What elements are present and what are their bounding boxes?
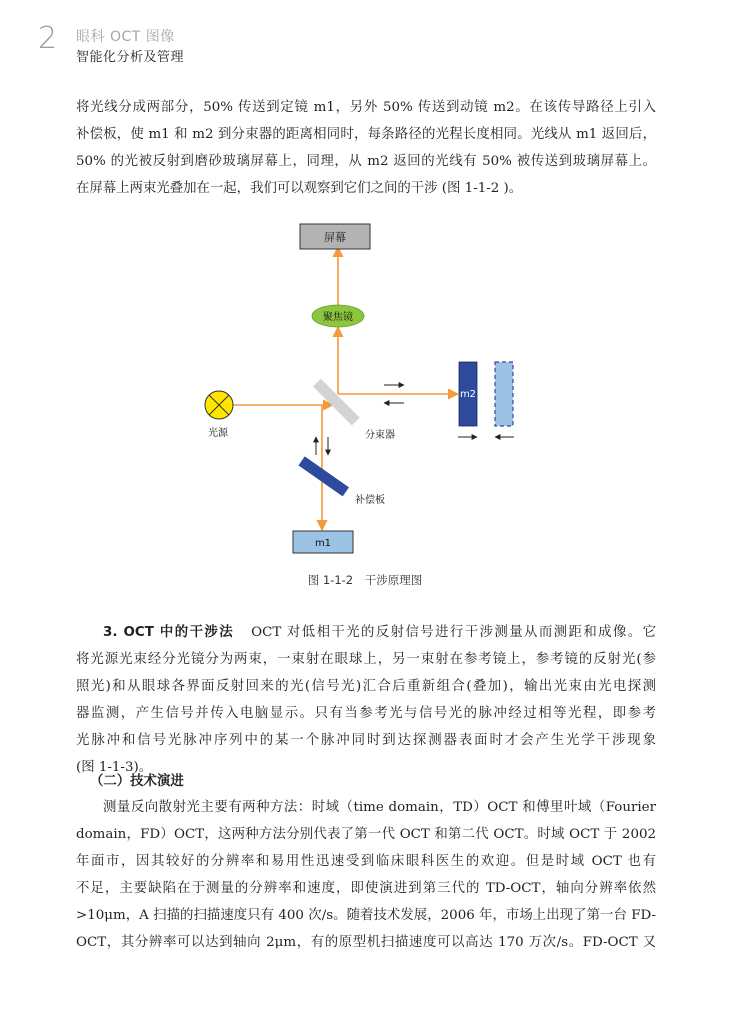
text-line: (图 1-1-3)。 [76, 760, 153, 775]
subsection-heading: （二）技术演进 [90, 774, 184, 789]
text-line: 补偿板，使 m1 和 m2 到分束器的距离相同时，每条路径的光程长度相同。光线从 m1 返回后， [76, 127, 656, 142]
figure-number: 图 1-1-2 [307, 573, 354, 587]
compensator-plate [298, 456, 349, 496]
beam-splitter [313, 379, 360, 426]
paragraph-tech-evolution [76, 794, 656, 956]
interference-diagram [190, 215, 540, 595]
paragraph-intro [76, 94, 656, 202]
compensator-label: 补偿板 [355, 495, 385, 506]
section-heading: 3. OCT 中的干涉法 [103, 625, 235, 640]
text-line: 测量反向散射光主要有两种方法：时域（time domain，TD）OCT 和傅里叶域（Fourier [103, 800, 656, 815]
book-title: 眼科 OCT 图像 [76, 29, 175, 45]
text-line: 将光源光束经分光镜分为两束，一束射在眼球上，另一束射在参考镜上，参考镜的反射光(参 [76, 652, 656, 667]
screen-label: 屏幕 [324, 231, 346, 244]
text-line: 器监测，产生信号并传入电脑显示。只有当参考光与信号光的脉冲经过相等光程，即参考 [76, 706, 656, 721]
paragraph-oct-interference [76, 619, 656, 781]
text-line: OCT，其分辨率可以达到轴向 2μm，有的原型机扫描速度可以高达 170 万次/s。FD-OCT 又 [76, 935, 656, 950]
text-line: 50% 的光被反射到磨砂玻璃屏幕上，同理，从 m2 返回的光线有 50% 被传送到玻璃屏幕上。 [76, 154, 656, 169]
figure-title: 干涉原理图 [364, 573, 423, 587]
m1-label: m1 [314, 538, 332, 549]
m2-label: m2 [459, 389, 477, 400]
text-line: 不足，主要缺陷在于测量的分辨率和速度，即使演进到第三代的 TD-OCT，轴向分辨率依然 [76, 881, 656, 896]
text-fragment: OCT 对低相干光的反射信号进行干涉测量从而测距和成像。它 [251, 625, 656, 640]
text-line: 年面市，因其较好的分辨率和易用性迅速受到临床眼科医生的欢迎。但是时域 OCT 也有 [76, 854, 656, 869]
text-line: >10μm，A 扫描的扫描速度只有 400 次/s。随着技术发展，2006 年，市场上出现了第一台 FD- [76, 908, 656, 923]
text-line [76, 619, 656, 646]
text-line: 光脉冲和信号光脉冲序列中的某一个脉冲同时到达探测器表面时才会产生光学干涉现象 [76, 733, 656, 748]
splitter-label: 分束器 [365, 430, 395, 441]
text-line: domain，FD）OCT，这两种方法分别代表了第一代 OCT 和第二代 OCT。时域 OCT 于 2002 [76, 827, 656, 842]
page-number: 2 [38, 21, 58, 56]
book-subtitle: 智能化分析及管理 [76, 50, 185, 65]
figure-caption [0, 572, 730, 588]
m2-moved-position [495, 362, 513, 426]
text-line: 将光线分成两部分，50% 传送到定镜 m1，另外 50% 传送到动镜 m2。在该传导路径上引入 [76, 100, 656, 115]
text-line: 照光)和从眼球各界面反射回来的光(信号光)汇合后重新组合(叠加)，输出光束由光电探测 [76, 679, 656, 694]
text-line: 在屏幕上两束光叠加在一起，我们可以观察到它们之间的干涉 (图 1-1-2 )。 [76, 181, 523, 196]
source-label: 光源 [208, 428, 228, 439]
lens-label: 聚焦镜 [323, 312, 353, 323]
